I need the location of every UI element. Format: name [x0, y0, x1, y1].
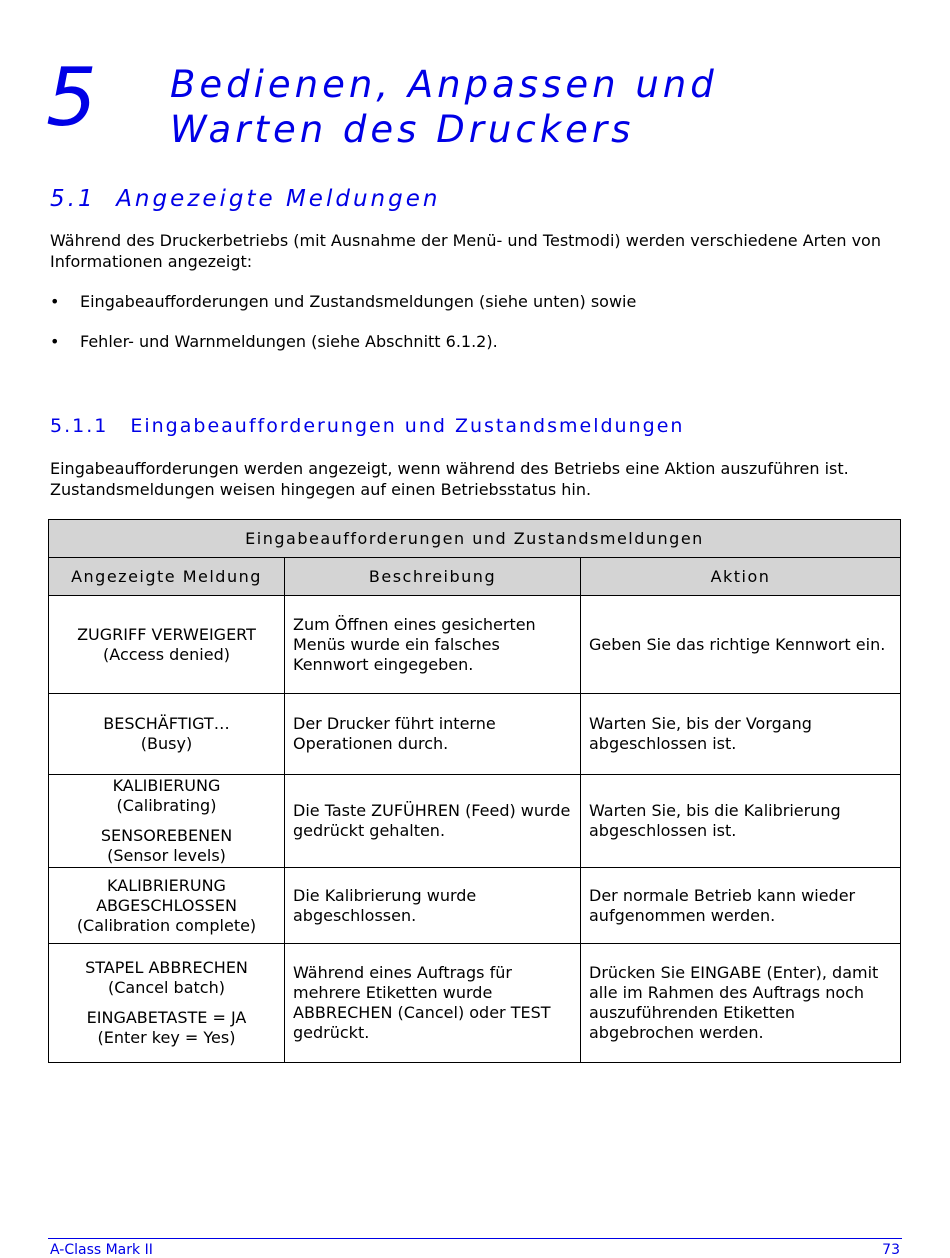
- column-header: Angezeigte Meldung: [49, 558, 285, 596]
- table-header-row: [49, 558, 901, 596]
- column-header: Aktion: [581, 558, 901, 596]
- message-group: [57, 1008, 276, 1048]
- message-line: (Access denied): [103, 644, 230, 664]
- table-caption-row: [49, 520, 901, 558]
- message-line: (Enter key = Yes): [97, 1028, 236, 1047]
- table-row: [49, 596, 901, 694]
- message-cell: [49, 868, 285, 944]
- description-cell: Während eines Auftrags für mehrere Etiketten wurde ABBRECHEN (Cancel) oder TEST gedrückt.: [285, 944, 581, 1063]
- chapter-number: 5: [46, 51, 97, 144]
- message-cell: [49, 775, 285, 868]
- message-line: SENSOREBENEN: [100, 826, 233, 845]
- bullet-text: Eingabeaufforderungen und Zustandsmeldungen (siehe unten) sowie: [80, 292, 637, 311]
- message-line: STAPEL ABBRECHEN: [85, 958, 248, 977]
- footer-divider: [48, 1238, 902, 1239]
- description-cell: Die Kalibrierung wurde abgeschlossen.: [285, 868, 581, 944]
- message-line: BESCHÄFTIGT…: [103, 714, 230, 733]
- subsection-title: [50, 415, 684, 437]
- message-line: KALIBIERUNG: [112, 776, 221, 795]
- message-group: [57, 625, 276, 665]
- bullet-item: [50, 291, 636, 312]
- action-cell: Der normale Betrieb kann wieder aufgenommen werden.: [581, 868, 901, 944]
- message-line: (Sensor levels): [107, 846, 226, 865]
- message-cell: [49, 694, 285, 775]
- action-cell: Warten Sie, bis der Vorgang abgeschlossen ist.: [581, 694, 901, 775]
- action-cell: Warten Sie, bis die Kalibrierung abgeschlossen ist.: [581, 775, 901, 868]
- column-header: Beschreibung: [285, 558, 581, 596]
- action-cell: Geben Sie das richtige Kennwort ein.: [581, 596, 901, 694]
- bullet-text: Fehler- und Warnmeldungen (siehe Abschnitt 6.1.2).: [80, 332, 498, 351]
- table-row: [49, 694, 901, 775]
- message-group: [57, 776, 276, 816]
- message-line: KALIBRIERUNG: [107, 875, 226, 895]
- chapter-title: [170, 62, 718, 152]
- chapter-title-line-2: Warten des Druckers: [170, 108, 635, 151]
- message-line: (Cancel batch): [108, 978, 225, 997]
- message-line: ZUGRIFF VERWEIGERT: [77, 624, 256, 644]
- message-group: [57, 826, 276, 866]
- message-line: ABGESCHLOSSEN: [96, 895, 237, 915]
- message-cell: [49, 596, 285, 694]
- messages-table: [48, 519, 901, 1063]
- description-cell: Der Drucker führt interne Operationen durch.: [285, 694, 581, 775]
- table-row: [49, 775, 901, 868]
- section-intro: Während des Druckerbetriebs (mit Ausnahme der Menü- und Testmodi) werden verschiedene Arten von Informationen angezeigt:: [50, 231, 881, 271]
- section-title: 5.1 Angezeigte Meldungen: [50, 186, 441, 212]
- message-group: [57, 958, 276, 998]
- chapter-title-line-1: Bedienen, Anpassen und: [170, 63, 718, 106]
- page-number: 73: [882, 1242, 900, 1258]
- message-line: (Busy): [140, 734, 193, 753]
- message-cell: [49, 944, 285, 1063]
- table-row: [49, 868, 901, 944]
- subsection-title-text: Eingabeaufforderungen und Zustandsmeldungen: [130, 415, 685, 437]
- message-group: [57, 714, 276, 754]
- bullet-item: [50, 331, 498, 352]
- subsection-intro: Eingabeaufforderungen werden angezeigt, wenn während des Betriebs eine Aktion auszuführen ist. Zustandsmeldungen weisen hingegen auf einen Betriebsstatus hin.: [50, 459, 849, 499]
- description-cell: Zum Öffnen eines gesicherten Menüs wurde ein falsches Kennwort eingegeben.: [285, 596, 581, 694]
- message-line: (Calibrating): [116, 796, 217, 815]
- message-group: [57, 876, 276, 936]
- message-line: EINGABETASTE = JA: [86, 1008, 247, 1027]
- footer-product-name: A-Class Mark II: [50, 1242, 153, 1258]
- table-caption: Eingabeaufforderungen und Zustandsmeldungen: [49, 520, 901, 558]
- subsection-number: 5.1.1: [50, 415, 109, 437]
- description-cell: Die Taste ZUFÜHREN (Feed) wurde gedrückt gehalten.: [285, 775, 581, 868]
- bullet-symbol: •: [50, 292, 60, 311]
- action-cell: Drücken Sie EINGABE (Enter), damit alle im Rahmen des Auftrags noch auszuführenden Etiketten abgebrochen werden.: [581, 944, 901, 1063]
- bullet-symbol: •: [50, 332, 60, 351]
- table-row: [49, 944, 901, 1063]
- message-line: (Calibration complete): [76, 915, 257, 935]
